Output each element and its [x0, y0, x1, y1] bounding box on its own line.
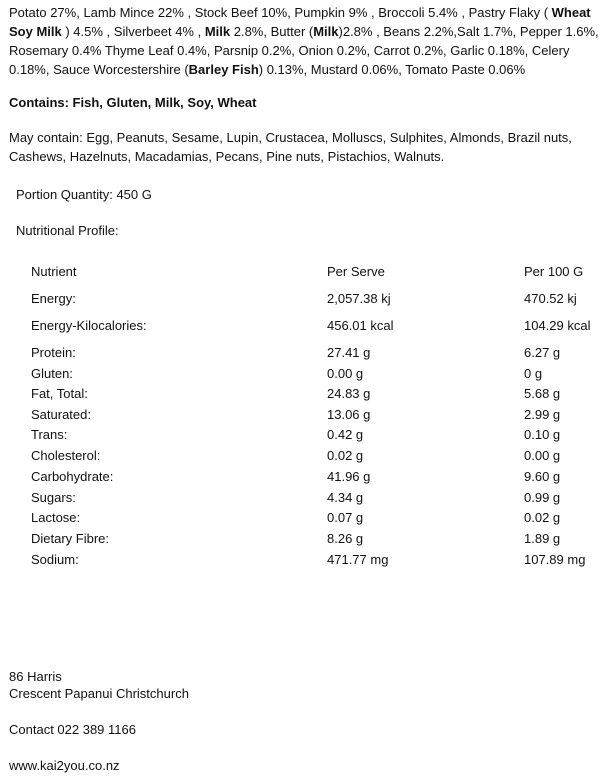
- per-100g-value: 0.00 g: [524, 448, 561, 463]
- allergen-highlight: Milk: [313, 24, 339, 39]
- nutrient-name: Lactose:: [31, 510, 81, 525]
- nutrient-name: Trans:: [31, 427, 68, 442]
- per-100g-value: 0.02 g: [524, 510, 561, 525]
- per-100g-value: 470.52 kj: [524, 291, 577, 306]
- nutrient-name: Cholesterol:: [31, 448, 101, 463]
- nutrition-row: [31, 529, 603, 548]
- per-100g-value: 9.60 g: [524, 469, 561, 484]
- nutrition-row: [31, 446, 603, 465]
- per-serve-value: 2,057.38 kj: [327, 291, 391, 306]
- nutritional-profile-heading: Nutritional Profile:: [16, 223, 119, 238]
- nutrition-row: [31, 364, 603, 383]
- nutrition-row: [31, 425, 603, 444]
- per-100g-value: 0.99 g: [524, 490, 561, 505]
- nutrition-row: [31, 316, 603, 335]
- nutrient-name: Gluten:: [31, 366, 73, 381]
- nutrient-name: Saturated:: [31, 407, 91, 422]
- per-100g-value: 104.29 kcal: [524, 318, 591, 333]
- per-100g-value: 107.89 mg: [524, 552, 586, 567]
- allergen-highlight: Milk: [204, 24, 231, 39]
- nutrient-name: Protein:: [31, 345, 76, 360]
- per-100g-value: 2.99 g: [524, 407, 561, 422]
- portion-quantity: Portion Quantity: 450 G: [16, 187, 152, 202]
- nutrition-row: [31, 550, 603, 569]
- website-link[interactable]: www.kai2you.co.nz: [9, 758, 120, 773]
- nutrition-row: [31, 508, 603, 527]
- nutrition-row: [31, 384, 603, 403]
- nutrient-name: Sodium:: [31, 552, 79, 567]
- nutrient-name: Energy:: [31, 291, 76, 306]
- address-line-2: Crescent Papanui Christchurch: [9, 686, 189, 701]
- nutrient-name: Energy-Kilocalories:: [31, 318, 147, 333]
- nutrient-name: Sugars:: [31, 490, 76, 505]
- nutrient-name: Carbohydrate:: [31, 469, 114, 484]
- contact-phone: Contact 022 389 1166: [9, 722, 136, 737]
- nutrition-row: [31, 488, 603, 507]
- per-100g-value: 1.89 g: [524, 531, 561, 546]
- nutrient-name: Fat, Total:: [31, 386, 88, 401]
- per-100g-value: 0.10 g: [524, 427, 561, 442]
- ingredient-segment: 2.8%, Butter (: [230, 24, 314, 39]
- ingredient-segment: ) 4.5% , Silverbeet 4% ,: [61, 24, 205, 39]
- per-serve-value: 8.26 g: [327, 531, 364, 546]
- nutrition-row: [31, 405, 603, 424]
- allergen-highlight: Barley Fish: [188, 62, 259, 77]
- per-serve-value: 4.34 g: [327, 490, 364, 505]
- ingredient-segment: Potato 27%, Lamb Mince 22% , Stock Beef 10%, Pumpkin 9% , Broccoli 5.4% , Pastry Flaky (: [9, 5, 552, 20]
- allergen-highlight: Wheat Soy Milk: [9, 5, 591, 39]
- allergens-contains: Contains: Fish, Gluten, Milk, Soy, Wheat: [9, 95, 257, 110]
- nutrition-row: [31, 289, 603, 308]
- nutrition-header-row: [31, 262, 603, 281]
- per-serve-value: 456.01 kcal: [327, 318, 394, 333]
- nutrition-row: [31, 467, 603, 486]
- nutrient-name: Dietary Fibre:: [31, 531, 110, 546]
- per-serve-value: 41.96 g: [327, 469, 371, 484]
- per-serve-value: 0.02 g: [327, 448, 364, 463]
- nutrition-column-header: Per Serve: [327, 264, 385, 279]
- per-100g-value: 0 g: [524, 366, 543, 381]
- per-serve-value: 0.00 g: [327, 366, 364, 381]
- per-serve-value: 0.07 g: [327, 510, 364, 525]
- nutrition-column-header: Nutrient: [31, 264, 77, 279]
- ingredient-segment: )2.8% , Beans 2.2%,Salt 1.7%, Pepper 1.6%, Rosemary 0.4% Thyme Leaf 0.4%, Parsnip 0.2%, Onion 0.2%, Carrot 0.2%, Garlic 0.18%, Celery 0.18%, Sauce Worcestershire (: [9, 24, 599, 77]
- per-serve-value: 24.83 g: [327, 386, 371, 401]
- nutrition-column-header: Per 100 G: [524, 264, 584, 279]
- per-100g-value: 5.68 g: [524, 386, 561, 401]
- per-serve-value: 27.41 g: [327, 345, 371, 360]
- per-serve-value: 471.77 mg: [327, 552, 389, 567]
- ingredients-text: [9, 3, 609, 79]
- ingredient-segment: ) 0.13%, Mustard 0.06%, Tomato Paste 0.06%: [258, 62, 526, 77]
- allergens-may-contain: May contain: Egg, Peanuts, Sesame, Lupin, Crustacea, Molluscs, Sulphites, Almonds, Brazil nuts, Cashews, Hazelnuts, Macadamias, Pecans, Pine nuts, Pistachios, Walnuts.: [9, 130, 572, 164]
- per-serve-value: 13.06 g: [327, 407, 371, 422]
- address-line-1: 86 Harris: [9, 669, 62, 684]
- per-serve-value: 0.42 g: [327, 427, 364, 442]
- nutrition-row: [31, 343, 603, 362]
- per-100g-value: 6.27 g: [524, 345, 561, 360]
